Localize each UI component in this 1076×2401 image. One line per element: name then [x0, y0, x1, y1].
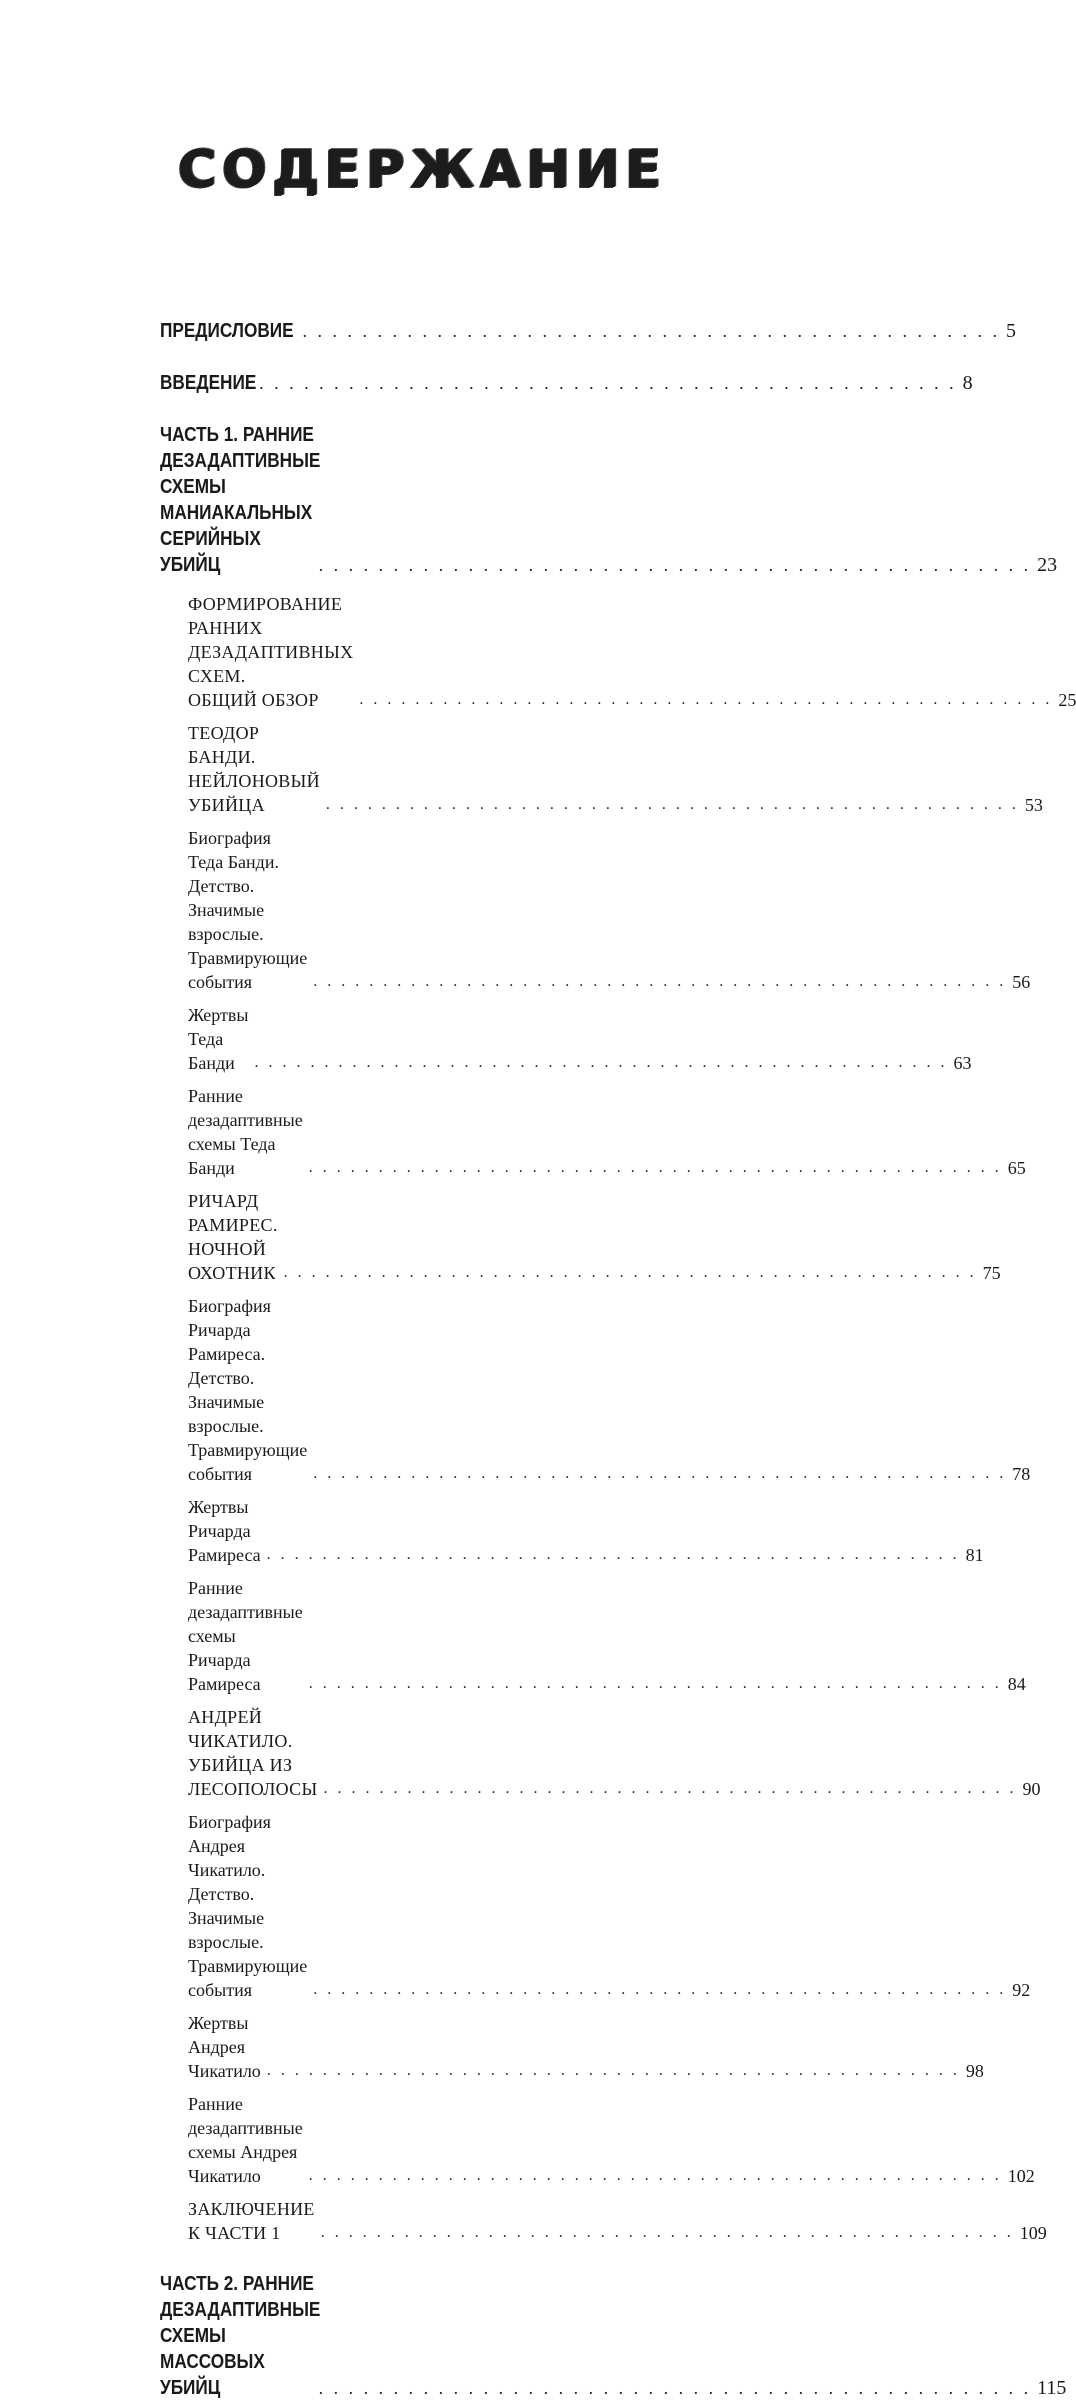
toc-page-number: 81	[965, 1545, 984, 1565]
dot-leader: . . . . . . . . . . . . . . . . . . . . . . . . . . . . . . . . . . . . . . . . . . . . . . . . . .	[320, 2224, 1014, 2241]
dot-leader: . . . . . . . . . . . . . . . . . . . . . . . . . . . . . . . . . . . . . . . . . . . . . . . . . .	[359, 691, 1053, 708]
toc-page-number: 5	[1005, 320, 1016, 342]
toc-entry-part-1[interactable]	[160, 422, 1058, 578]
toc-entry-title: РИЧАРД РАМИРЕС. НОЧНОЙ ОХОТНИК	[188, 1191, 278, 1283]
toc-page-number: 92	[1012, 1980, 1031, 2000]
toc-page-number: 25	[1058, 690, 1076, 710]
toc-entry-title: Жертвы Теда Банди	[188, 1005, 249, 1073]
toc-entry-title: АНДРЕЙ ЧИКАТИЛО. УБИЙЦА ИЗ ЛЕСОПОЛОСЫ	[188, 1707, 318, 1799]
toc-page-number: 8	[962, 372, 973, 394]
toc-entry-bundy-biography[interactable]	[160, 826, 1031, 994]
table-of-contents	[160, 310, 1076, 2401]
toc-entry-chikatilo-schemas[interactable]	[160, 2092, 1035, 2188]
toc-page-number: 23	[1037, 554, 1058, 576]
dot-leader: . . . . . . . . . . . . . . . . . . . . . . . . . . . . . . . . . . . . . . . . . . . . . . . . . .	[313, 1465, 1007, 1482]
toc-entry-bundy[interactable]	[160, 721, 1043, 817]
toc-entry-title: Биография Теда Банди. Детство. Значимые взрослые. Травмирующие события	[188, 828, 308, 992]
dot-leader: . . . . . . . . . . . . . . . . . . . . . . . . . . . . . . . . . . . . . . . . . . . . . . . .	[318, 2378, 1032, 2398]
dot-leader: . . . . . . . . . . . . . . . . . . . . . . . . . . . . . . . . . . . . . . . . . . . . . . . . . .	[308, 1675, 1002, 1692]
toc-entry-title: Биография Ричарда Рамиреса. Детство. Значимые взрослые. Травмирующие события	[188, 1296, 308, 1484]
toc-page-number: 78	[1012, 1464, 1031, 1484]
toc-entry-title: Жертвы Ричарда Рамиреса	[188, 1497, 261, 1565]
toc-entry-title: Жертвы Андрея Чикатило	[188, 2013, 261, 2081]
dot-leader: . . . . . . . . . . . . . . . . . . . . . . . . . . . . . . . . . . . . . . . . . . . . . . . .	[244, 373, 957, 393]
toc-entry-title: Ранние дезадаптивные схемы Андрея Чикатило	[188, 2094, 303, 2186]
toc-entry-ramirez-victims[interactable]	[160, 1495, 984, 1567]
dot-leader: . . . . . . . . . . . . . . . . . . . . . . . . . . . . . . . . . . . . . . . . . . . . . . . .	[287, 321, 1000, 341]
dot-leader: . . . . . . . . . . . . . . . . . . . . . . . . . . . . . . . . . . . . . . . . . . . . . . . . . .	[313, 1981, 1007, 1998]
toc-page-number: 56	[1012, 972, 1031, 992]
toc-entry-ramirez-biography[interactable]	[160, 1294, 1031, 1486]
toc-page-number: 53	[1024, 795, 1043, 815]
toc-entry-ramirez[interactable]	[160, 1189, 1001, 1285]
toc-page-number: 115	[1037, 2377, 1067, 2399]
toc-page-number: 102	[1007, 2166, 1035, 2186]
toc-entry-title: Ранние дезадаптивные схемы Ричарда Рамиреса	[188, 1578, 303, 1694]
toc-page-number: 109	[1019, 2223, 1047, 2243]
toc-page-number: 98	[965, 2061, 984, 2081]
toc-entry-title: ТЕОДОР БАНДИ. НЕЙЛОНОВЫЙ УБИЙЦА	[188, 723, 320, 815]
toc-page-number: 84	[1007, 1674, 1026, 1694]
toc-entry-ramirez-schemas[interactable]	[160, 1576, 1026, 1696]
toc-page-number: 90	[1022, 1779, 1041, 1799]
dot-leader: . . . . . . . . . . . . . . . . . . . . . . . . . . . . . . . . . . . . . . . . . . . . . . . . . .	[266, 2062, 960, 2079]
dot-leader: . . . . . . . . . . . . . . . . . . . . . . . . . . . . . . . . . . . . . . . . . . . . . . . . . .	[308, 1159, 1002, 1176]
toc-entry-preface[interactable]	[160, 318, 1016, 344]
toc-page-number: 65	[1007, 1158, 1026, 1178]
toc-entry-title: ЧАСТЬ 2. РАННИЕ ДЕЗАДАПТИВНЫЕ СХЕМЫ МАССОВЫХ УБИЙЦ	[160, 2273, 321, 2399]
toc-entry-title: Биография Андрея Чикатило. Детство. Значимые взрослые. Травмирующие события	[188, 1812, 308, 2000]
toc-entry-title: ФОРМИРОВАНИЕ РАННИХ ДЕЗАДАПТИВНЫХ СХЕМ. ОБЩИЙ ОБЗОР	[188, 594, 354, 710]
toc-entry-title: Ранние дезадаптивные схемы Теда Банди	[188, 1086, 303, 1178]
dot-leader: . . . . . . . . . . . . . . . . . . . . . . . . . . . . . . . . . . . . . . . . . . . . . . . . . .	[283, 1264, 977, 1281]
toc-entry-bundy-schemas[interactable]	[160, 1084, 1026, 1180]
toc-page-number: 75	[982, 1263, 1001, 1283]
toc-entry-introduction[interactable]	[160, 370, 973, 396]
toc-entry-bundy-victims[interactable]	[160, 1003, 972, 1075]
dot-leader: . . . . . . . . . . . . . . . . . . . . . . . . . . . . . . . . . . . . . . . . . . . . . . . . . .	[308, 2167, 1002, 2184]
toc-entry-chikatilo[interactable]	[160, 1705, 1041, 1801]
dot-leader: . . . . . . . . . . . . . . . . . . . . . . . . . . . . . . . . . . . . . . . . . . . . . . . .	[318, 555, 1032, 575]
toc-entry-chikatilo-victims[interactable]	[160, 2011, 984, 2083]
toc-entry-title: ВВЕДЕНИЕ	[160, 372, 257, 394]
dot-leader: . . . . . . . . . . . . . . . . . . . . . . . . . . . . . . . . . . . . . . . . . . . . . . . . . .	[266, 1546, 960, 1563]
toc-entry-part-2[interactable]	[160, 2271, 1067, 2401]
dot-leader: . . . . . . . . . . . . . . . . . . . . . . . . . . . . . . . . . . . . . . . . . . . . . . . . . .	[254, 1054, 948, 1071]
toc-entry-title: ЧАСТЬ 1. РАННИЕ ДЕЗАДАПТИВНЫЕ СХЕМЫ МАНИАКАЛЬНЫХ СЕРИЙНЫХ УБИЙЦ	[160, 424, 321, 576]
toc-entry-title: ПРЕДИСЛОВИЕ	[160, 320, 294, 342]
toc-entry-formation-overview[interactable]	[160, 592, 1076, 712]
toc-entry-part-1-conclusion[interactable]	[160, 2197, 1047, 2245]
toc-page-number: 63	[953, 1053, 972, 1073]
dot-leader: . . . . . . . . . . . . . . . . . . . . . . . . . . . . . . . . . . . . . . . . . . . . . . . . . .	[313, 973, 1007, 990]
dot-leader: . . . . . . . . . . . . . . . . . . . . . . . . . . . . . . . . . . . . . . . . . . . . . . . . . .	[325, 796, 1019, 813]
dot-leader: . . . . . . . . . . . . . . . . . . . . . . . . . . . . . . . . . . . . . . . . . . . . . . . . . .	[323, 1780, 1017, 1797]
page-title: СОДЕРЖАНИЕ	[177, 140, 667, 200]
toc-entry-title: ЗАКЛЮЧЕНИЕ К ЧАСТИ 1	[188, 2199, 315, 2243]
toc-entry-chikatilo-biography[interactable]	[160, 1810, 1031, 2002]
